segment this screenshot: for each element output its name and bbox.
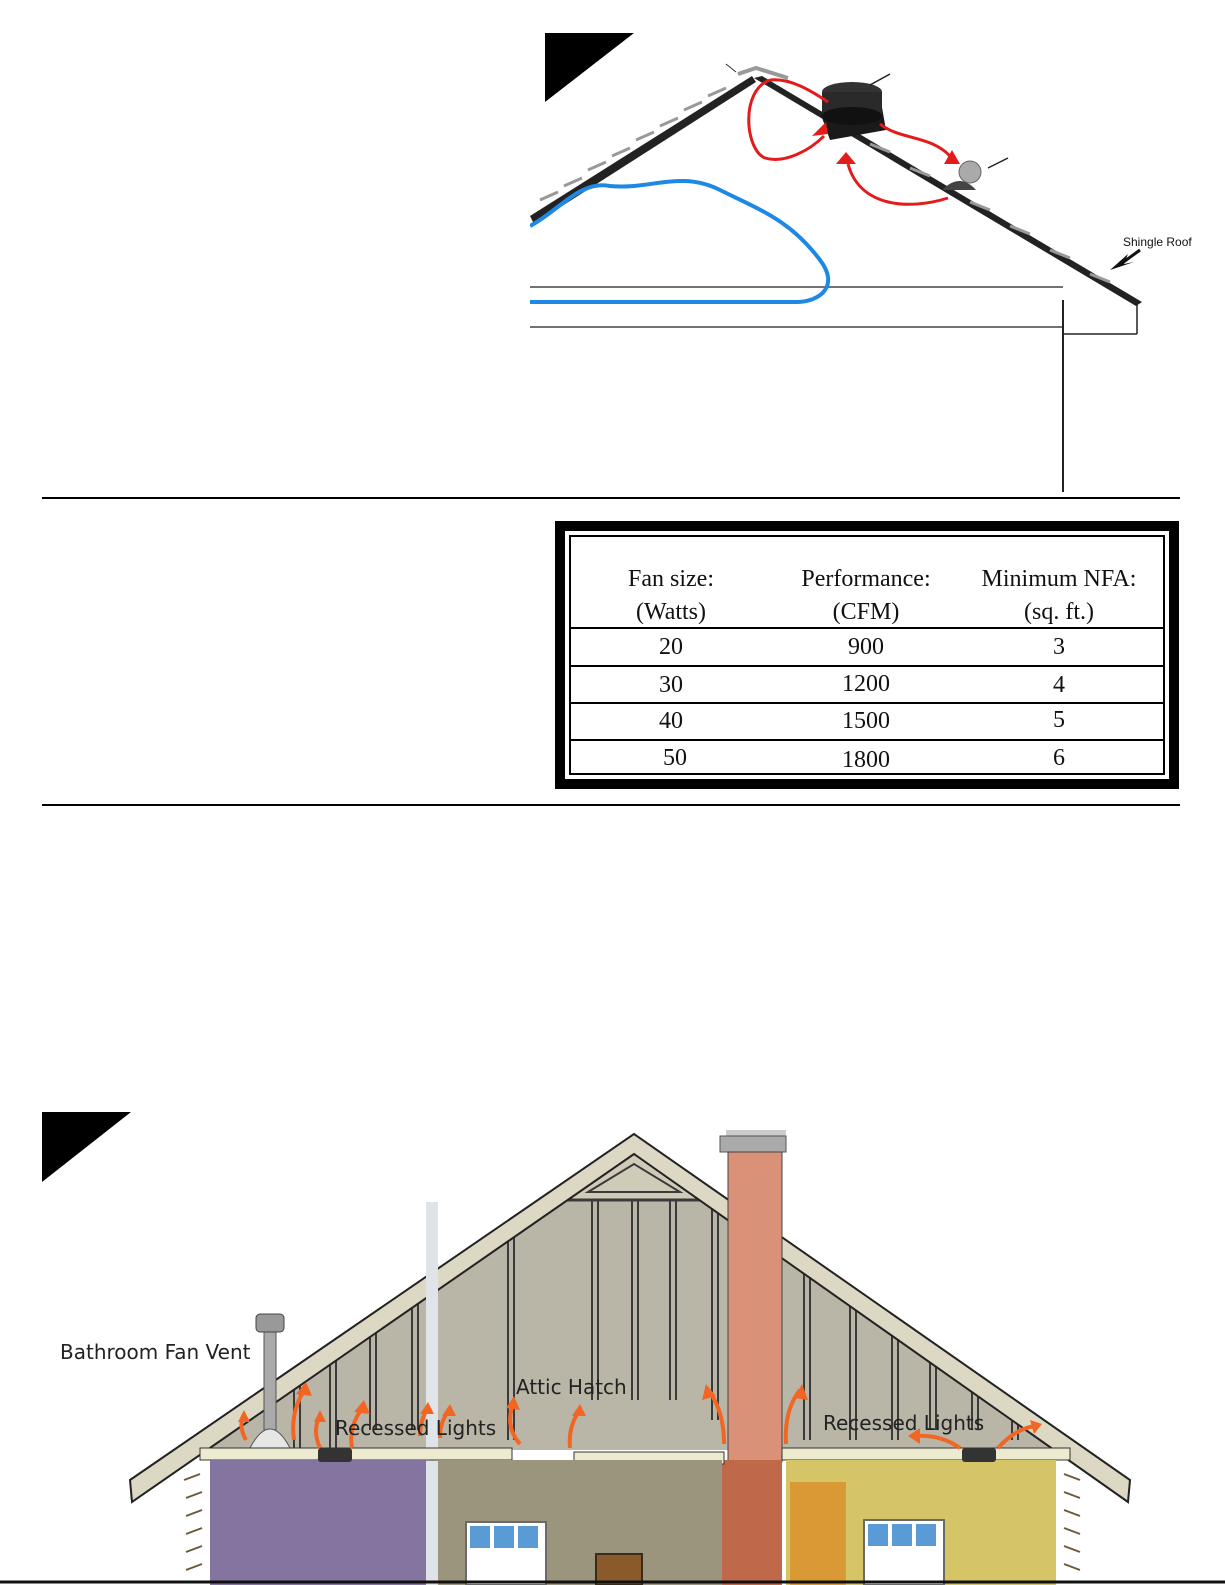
chimney-cap xyxy=(726,1130,786,1136)
room-left xyxy=(210,1460,426,1585)
recessed-light-right xyxy=(962,1448,996,1462)
row-divider xyxy=(571,665,1163,667)
fan-pointer xyxy=(870,74,890,85)
recessed-lights-left-label: Recessed Lights xyxy=(335,1416,497,1440)
insulation-curve xyxy=(530,181,828,302)
divider-bottom xyxy=(42,804,1180,806)
intake-vent xyxy=(942,161,981,190)
door xyxy=(596,1554,642,1585)
attic-floor-left xyxy=(200,1448,512,1460)
header-performance: Performance: (CFM) xyxy=(801,566,931,625)
chimney xyxy=(728,1152,782,1462)
row-divider xyxy=(571,702,1163,704)
solar-attic-fan xyxy=(820,82,886,140)
attic-hatch-label: Attic Hatch xyxy=(516,1375,627,1399)
shingle-roof-label: Shingle Roof xyxy=(1123,235,1192,249)
chimney-lower xyxy=(722,1460,782,1585)
header-min-nfa: Minimum NFA: (sq. ft.) xyxy=(981,566,1137,625)
attic-floor-right xyxy=(782,1448,1070,1460)
plumbing-stack xyxy=(426,1202,438,1585)
header-fan-size: Fan size: (Watts) xyxy=(628,566,714,625)
siding-left xyxy=(184,1474,202,1570)
roof-vent-diagram xyxy=(530,40,1210,500)
fan-vent-pipe xyxy=(264,1330,276,1430)
divider-top xyxy=(42,497,1180,499)
ridge-pointer xyxy=(726,64,736,72)
recessed-lights-right-label: Recessed Lights xyxy=(823,1411,985,1435)
bathroom-fan-vent-label: Bathroom Fan Vent xyxy=(60,1340,251,1364)
siding-right xyxy=(1064,1474,1080,1570)
row-divider xyxy=(571,627,1163,629)
vent-pointer xyxy=(988,158,1008,168)
roof-right-slope xyxy=(754,76,1142,306)
row-divider xyxy=(571,739,1163,741)
recessed-light-left xyxy=(318,1448,352,1462)
nfa-table: Fan size: (Watts) Performance: (CFM) Minimum NFA: (sq. ft.) 20 900 3 30 1200 4 40 1500 5 50 1800 6 xyxy=(555,521,1179,789)
ridge-cap xyxy=(738,68,788,78)
